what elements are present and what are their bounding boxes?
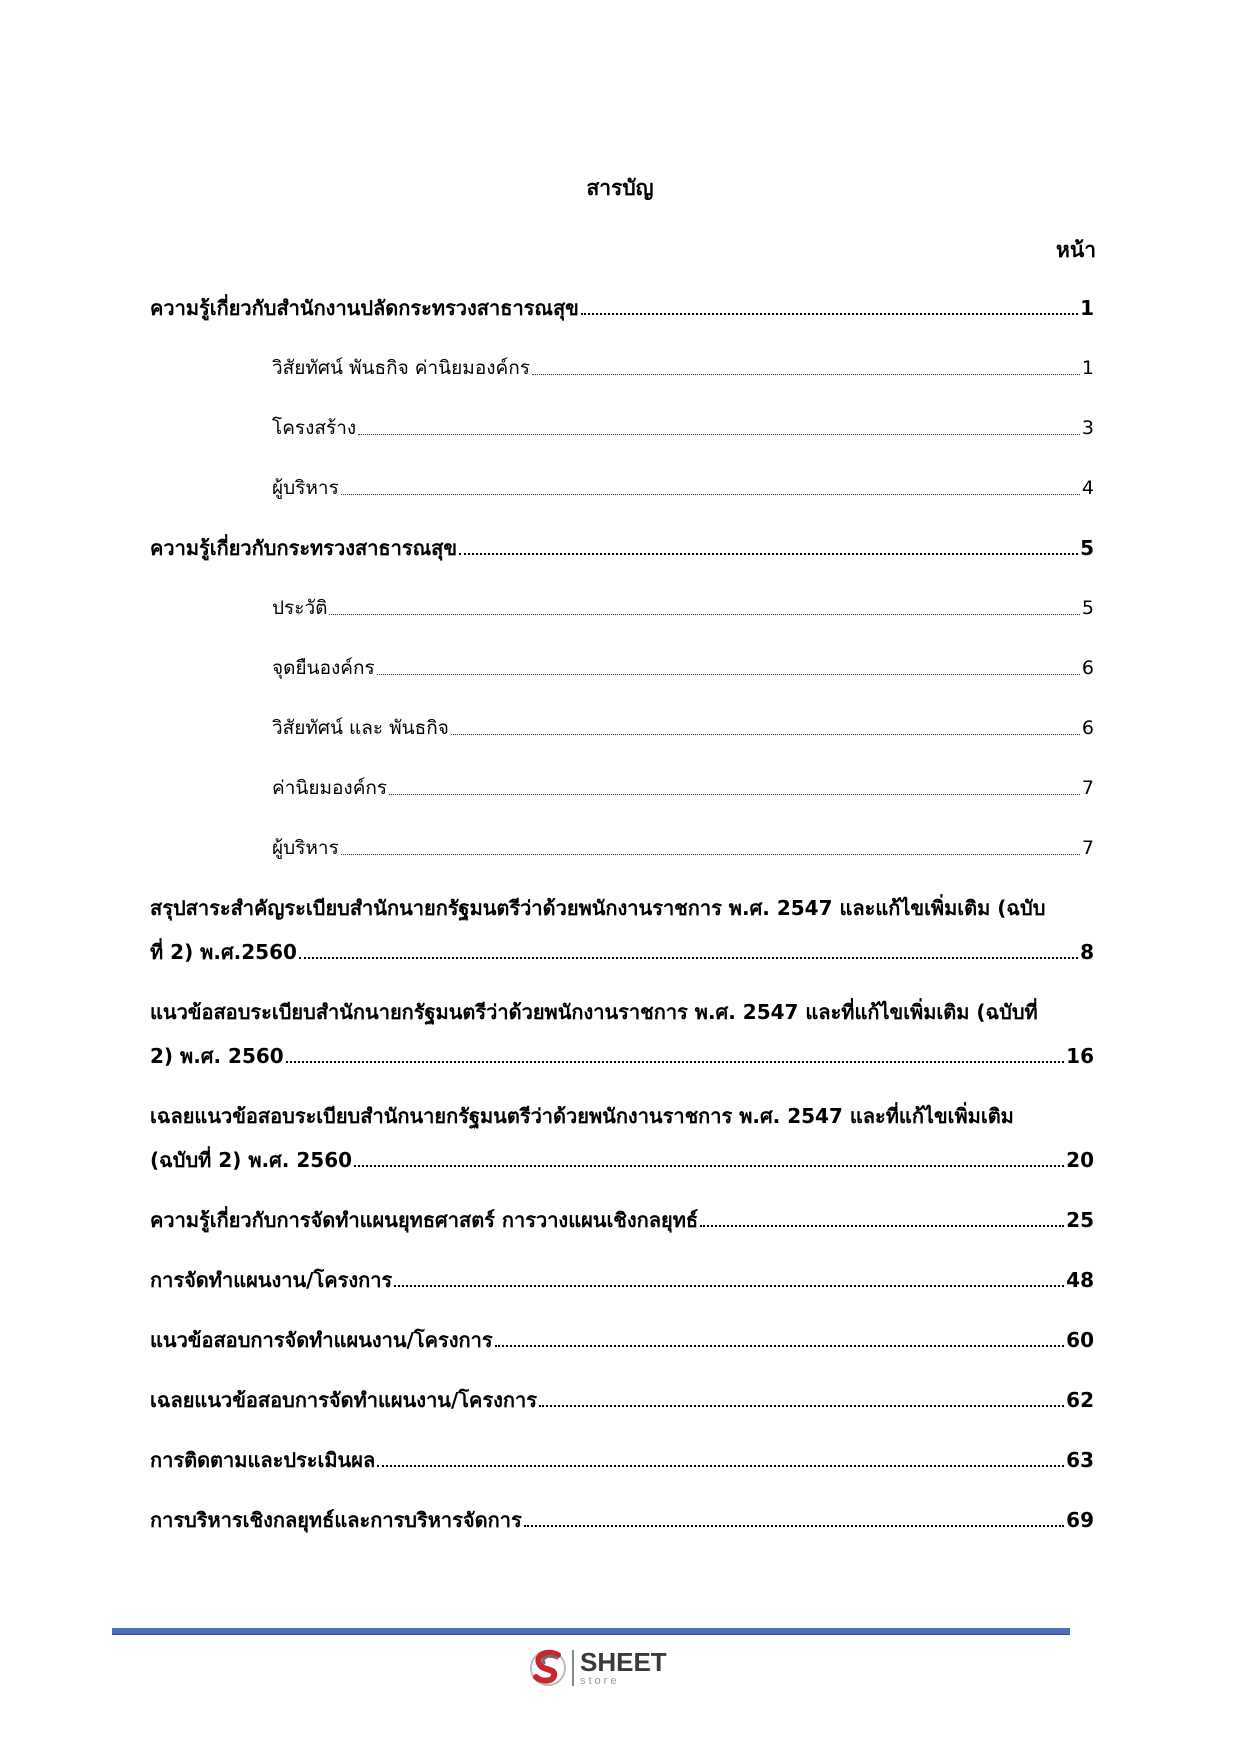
toc-entry-text: โครงสร้าง <box>272 417 357 439</box>
toc-entry[interactable] <box>150 1094 1094 1182</box>
toc-entry-page: 20 <box>1066 1148 1094 1172</box>
leader-dots <box>354 1165 1064 1167</box>
toc-entry-text: แนวข้อสอบการจัดทำแผนงาน/โครงการ <box>150 1328 493 1352</box>
toc-entry-page: 8 <box>1080 940 1094 964</box>
leader-dots <box>539 1405 1064 1407</box>
toc-entry[interactable] <box>272 586 1094 630</box>
toc-entry-text: จุดยืนองค์กร <box>272 657 375 679</box>
toc-entry-text: ความรู้เกี่ยวกับกระทรวงสาธารณสุข <box>150 536 458 560</box>
toc-entry-page: 7 <box>1081 837 1094 859</box>
toc-entry[interactable] <box>150 1198 1094 1242</box>
leader-dots <box>700 1225 1064 1227</box>
leader-dots <box>532 374 1080 375</box>
toc-entry-text: ค่านิยมองค์กร <box>272 777 388 799</box>
toc-entry[interactable] <box>150 1378 1094 1422</box>
toc-entry[interactable] <box>150 526 1094 570</box>
leader-dots <box>459 553 1078 555</box>
toc-entry-text: วิสัยทัศน์ และ พันธกิจ <box>272 717 449 739</box>
leader-dots <box>394 1285 1064 1287</box>
logo-brand-text: SHEET <box>580 1647 667 1677</box>
toc-entry[interactable] <box>150 1438 1094 1482</box>
toc-entry-text-line1: สรุปสาระสำคัญระเบียบสำนักนายกรัฐมนตรีว่าด้วยพนักงานราชการ พ.ศ. 2547 และแก้ไขเพิ่มเติม (ฉบับ <box>150 896 1046 920</box>
leader-dots <box>358 434 1080 435</box>
toc-entry-page: 7 <box>1081 777 1094 799</box>
toc-entry[interactable] <box>150 990 1094 1078</box>
toc-entry-page: 48 <box>1066 1268 1094 1292</box>
logo-brand-subtext: store <box>580 1675 620 1687</box>
toc-entry-page: 3 <box>1081 417 1094 439</box>
leader-dots <box>341 854 1080 855</box>
toc-entry-page: 5 <box>1080 536 1094 560</box>
page-title: สารบัญ <box>586 176 654 200</box>
leader-dots <box>329 614 1079 615</box>
toc-entry-page: 6 <box>1081 657 1094 679</box>
toc-entry-text: การบริหารเชิงกลยุทธ์และการบริหารจัดการ <box>150 1508 522 1532</box>
toc-entry-text-line2: ที่ 2) พ.ศ.2560 <box>150 940 297 964</box>
toc-entry[interactable] <box>272 466 1094 510</box>
leader-dots <box>377 1465 1064 1467</box>
toc-entry-text: ผู้บริหาร <box>272 477 339 499</box>
toc-entry-page: 4 <box>1081 477 1094 499</box>
toc-entry[interactable] <box>150 1318 1094 1362</box>
toc-entry-page: 1 <box>1080 296 1094 320</box>
toc-entry[interactable] <box>150 1498 1094 1542</box>
sheet-store-logo <box>528 1646 688 1690</box>
toc-entry-text: ความรู้เกี่ยวกับสำนักงานปลัดกระทรวงสาธารณสุข <box>150 296 579 320</box>
toc-entry-page: 60 <box>1066 1328 1094 1352</box>
toc-entry-text-line1: แนวข้อสอบระเบียบสำนักนายกรัฐมนตรีว่าด้วยพนักงานราชการ พ.ศ. 2547 และที่แก้ไขเพิ่มเติม (ฉบับที่ <box>150 1000 1038 1024</box>
toc-entry-text: ประวัติ <box>272 597 328 619</box>
toc-entry[interactable] <box>272 346 1094 390</box>
logo-divider <box>572 1650 574 1686</box>
toc-entry-page: 25 <box>1066 1208 1094 1232</box>
toc-entry[interactable] <box>150 886 1094 974</box>
leader-dots <box>341 494 1080 495</box>
leader-dots <box>581 313 1078 315</box>
toc-entry[interactable] <box>150 286 1094 330</box>
toc-entry-text: วิสัยทัศน์ พันธกิจ ค่านิยมองค์กร <box>272 357 530 379</box>
toc-entry[interactable] <box>272 766 1094 810</box>
leader-dots <box>495 1345 1065 1347</box>
toc-entry-page: 1 <box>1081 357 1094 379</box>
leader-dots <box>299 957 1078 959</box>
footer-rule <box>112 1628 1070 1635</box>
toc-entry-page: 69 <box>1066 1508 1094 1532</box>
leader-dots <box>389 794 1080 795</box>
toc-entry-text-line2: (ฉบับที่ 2) พ.ศ. 2560 <box>150 1148 353 1172</box>
leader-dots <box>377 674 1080 675</box>
toc-entry-text: การจัดทำแผนงาน/โครงการ <box>150 1268 393 1292</box>
sheet-store-logo-icon <box>528 1646 568 1690</box>
toc-entry[interactable] <box>150 1258 1094 1302</box>
toc-entry-page: 16 <box>1066 1044 1094 1068</box>
toc-entry[interactable] <box>272 706 1094 750</box>
toc-entry-page: 5 <box>1081 597 1094 619</box>
toc-entry-page: 6 <box>1081 717 1094 739</box>
leader-dots <box>286 1061 1064 1063</box>
toc-entry-text: ผู้บริหาร <box>272 837 339 859</box>
toc-entry-text-line1: เฉลยแนวข้อสอบระเบียบสำนักนายกรัฐมนตรีว่าด้วยพนักงานราชการ พ.ศ. 2547 และที่แก้ไขเพิ่มเติม <box>150 1104 1014 1128</box>
toc-entry-text: ความรู้เกี่ยวกับการจัดทำแผนยุทธศาสตร์ การวางแผนเชิงกลยุทธ์ <box>150 1208 699 1232</box>
toc-entry[interactable] <box>272 826 1094 870</box>
toc-entry-page: 63 <box>1066 1448 1094 1472</box>
toc-entry[interactable] <box>272 646 1094 690</box>
leader-dots <box>524 1525 1064 1527</box>
toc-entry-page: 62 <box>1066 1388 1094 1412</box>
toc-entry[interactable] <box>272 406 1094 450</box>
leader-dots <box>451 734 1080 735</box>
toc-entry-text: การติดตามและประเมินผล <box>150 1448 376 1472</box>
page-column-label: หน้า <box>1056 238 1096 262</box>
toc-entry-text-line2: 2) พ.ศ. 2560 <box>150 1044 284 1068</box>
toc-entry-text: เฉลยแนวข้อสอบการจัดทำแผนงาน/โครงการ <box>150 1388 537 1412</box>
